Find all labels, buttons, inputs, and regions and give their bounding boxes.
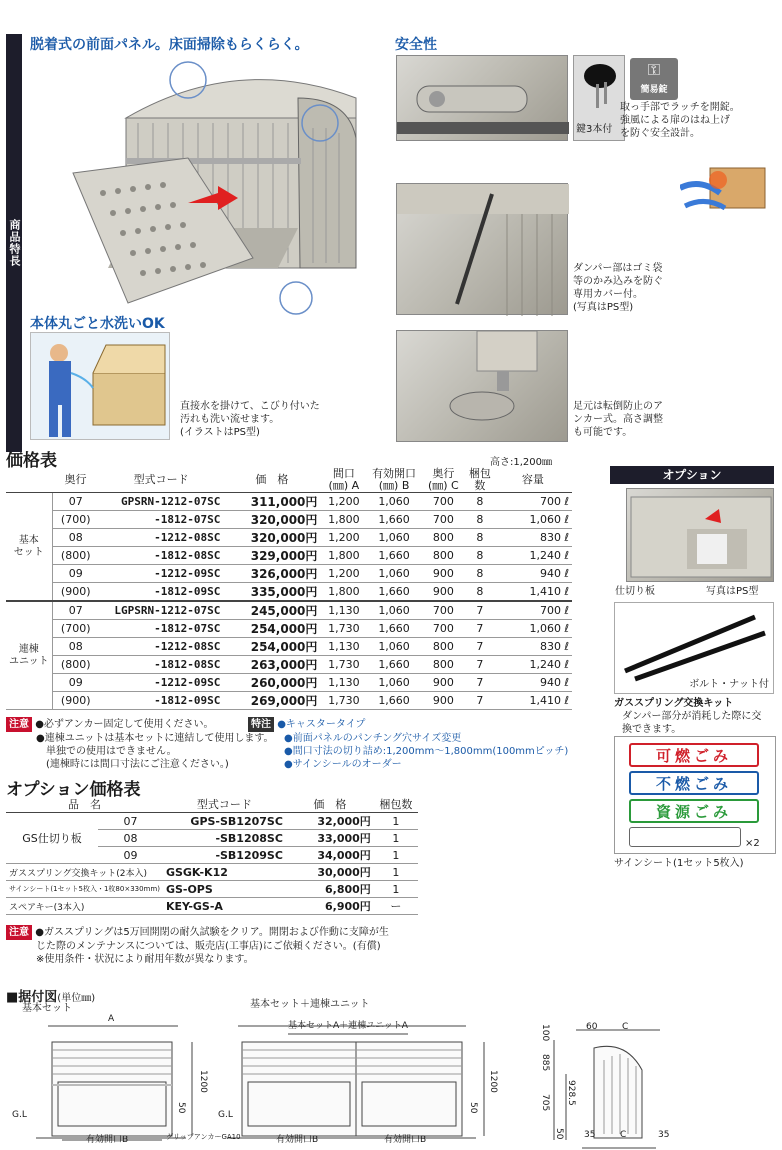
pack-cell: 8 bbox=[466, 565, 494, 583]
opening-b-cell: 1,060 bbox=[367, 529, 421, 547]
price-row bbox=[6, 565, 572, 583]
price-title: 価格表 bbox=[6, 451, 57, 471]
option-row: スペアキー(3本入) KEY-GS-A 6,900円 ー bbox=[6, 898, 418, 915]
pack-cell: 7 bbox=[466, 601, 494, 620]
drawing-title: ■据付図(単位㎜) bbox=[6, 990, 96, 1005]
price-cell: 320,000円 bbox=[223, 529, 320, 547]
price-cell: 326,000円 bbox=[223, 565, 320, 583]
price-cell: 335,000円 bbox=[223, 583, 320, 602]
key-icon: ⚿ bbox=[647, 60, 661, 79]
easy-lock-badge: ⚿ 簡易錠 bbox=[630, 58, 678, 100]
price-row bbox=[6, 547, 572, 565]
drawing-basic-label: 基本セット bbox=[22, 1003, 72, 1014]
feature-side-label: 商品特長 bbox=[6, 34, 22, 452]
code-cell: GPSRN-1212-07SC bbox=[99, 493, 224, 511]
eff-b-combined-2: 有効開口B bbox=[384, 1135, 427, 1145]
price-group-label: 基本 セット bbox=[6, 493, 52, 602]
option-row: 09 -SB1209SC 34,000円 1 bbox=[6, 847, 418, 864]
wind-illustration bbox=[680, 148, 770, 224]
divider-photo bbox=[626, 488, 774, 582]
capacity-cell: 1,060 ℓ bbox=[494, 620, 572, 638]
price-group-label: 連棟 ユニット bbox=[6, 601, 52, 710]
dim-a-basic: A bbox=[108, 1014, 115, 1024]
pack-cell: 7 bbox=[466, 656, 494, 674]
pack-cell: 7 bbox=[466, 692, 494, 710]
depth-c-cell: 800 bbox=[421, 656, 466, 674]
wash-text: 直接水を掛けて、こびり付いた 汚れも洗い流せます。 (イラストはPS型) bbox=[180, 401, 320, 438]
price-row bbox=[6, 511, 572, 529]
code-cell: -1212-09SC bbox=[99, 674, 224, 692]
dim-1200-basic: 1200 bbox=[198, 1070, 208, 1093]
depth-cell: (900) bbox=[52, 583, 99, 602]
installation-drawing bbox=[6, 1010, 782, 1150]
depth-cell: 09 bbox=[52, 565, 99, 583]
dim-885: 885 bbox=[540, 1054, 550, 1072]
opening-a-cell: 1,130 bbox=[320, 638, 367, 656]
key-photo bbox=[573, 55, 625, 141]
depth-c-cell: 900 bbox=[421, 692, 466, 710]
depth-cell: (900) bbox=[52, 692, 99, 710]
gas-spring-photo bbox=[614, 602, 774, 694]
feature-title-safety: 安全性 bbox=[395, 37, 437, 53]
price-row bbox=[6, 583, 572, 602]
capacity-cell: 830 ℓ bbox=[494, 638, 572, 656]
code-cell: -1812-07SC bbox=[99, 511, 224, 529]
depth-c-cell: 700 bbox=[421, 620, 466, 638]
opening-a-cell: 1,130 bbox=[320, 674, 367, 692]
option-row: ガススプリング交換キット(2本入) GSGK-K12 30,000円 1 bbox=[6, 864, 418, 881]
code-cell: -1212-08SC bbox=[99, 638, 224, 656]
depth-cell: 08 bbox=[52, 529, 99, 547]
depth-cell: (800) bbox=[52, 547, 99, 565]
pack-cell: 8 bbox=[466, 529, 494, 547]
price-row bbox=[6, 638, 572, 656]
depth-c-cell: 800 bbox=[421, 547, 466, 565]
gl-label-1: G.L bbox=[12, 1110, 27, 1120]
depth-c-cell: 700 bbox=[421, 601, 466, 620]
wash-title: 本体丸ごと水洗いOK bbox=[30, 316, 165, 332]
price-row bbox=[6, 601, 572, 620]
capacity-cell: 940 ℓ bbox=[494, 674, 572, 692]
depth-c-cell: 900 bbox=[421, 565, 466, 583]
dim-50-side: 50 bbox=[554, 1128, 564, 1140]
gas-spring-notes: 注意 ●ガススプリングは5万回開閉の耐久試験をクリア。開閉および作動に支障が生 じた際のメンテナンスについては、販売店(工事店)にご依頼ください。(有償) ※使用条件・状況により耐用年数が異なります。 bbox=[6, 925, 446, 966]
sign-caption: サインシート(1セット5枚入) bbox=[614, 858, 744, 869]
capacity-cell: 940 ℓ bbox=[494, 565, 572, 583]
dim-c-top: C bbox=[622, 1022, 629, 1032]
option-header: オプション bbox=[610, 466, 774, 484]
depth-cell: 07 bbox=[52, 493, 99, 511]
damper-text: ダンパー部はゴミ袋 等のかみ込みを防ぐ 専用カバー付。 (写真はPS型) bbox=[573, 263, 663, 313]
sign-sheet-box bbox=[614, 736, 776, 854]
price-cell: 320,000円 bbox=[223, 511, 320, 529]
capacity-cell: 1,410 ℓ bbox=[494, 692, 572, 710]
capacity-cell: 700 ℓ bbox=[494, 493, 572, 511]
opening-a-cell: 1,130 bbox=[320, 601, 367, 620]
caution-tag-2: 注意 bbox=[6, 925, 32, 940]
dim-50-basic: 50 bbox=[176, 1102, 186, 1114]
code-cell: -1812-08SC bbox=[99, 656, 224, 674]
price-cell: 245,000円 bbox=[223, 601, 320, 620]
gas-spring-title: ガススプリング交換キット bbox=[614, 698, 734, 709]
opening-b-cell: 1,060 bbox=[367, 638, 421, 656]
opening-b-cell: 1,060 bbox=[367, 674, 421, 692]
opening-a-cell: 1,730 bbox=[320, 656, 367, 674]
special-tag: 特注 bbox=[248, 717, 274, 732]
pack-cell: 7 bbox=[466, 674, 494, 692]
foot-text: 足元は転倒防止のア ンカー式。高さ調整 も可能です。 bbox=[573, 401, 663, 438]
eff-b-combined-1: 有効開口B bbox=[276, 1135, 319, 1145]
caution-notes: 注意 ●必ずアンカー固定して使用ください。 ●連棟ユニットは基本セットに連結して使用します。 単独での使用はできません。 (連棟時には間口寸法にご注意ください。) bbox=[6, 717, 276, 771]
sign-burnable: 可燃ごみ bbox=[629, 743, 759, 767]
price-cell: 269,000円 bbox=[223, 692, 320, 710]
opening-b-cell: 1,660 bbox=[367, 692, 421, 710]
gl-label-2: G.L bbox=[218, 1110, 233, 1120]
bolt-label: ボルト・ナット付 bbox=[689, 679, 769, 690]
price-row bbox=[6, 620, 572, 638]
option-price-title: オプション価格表 bbox=[6, 780, 141, 800]
depth-cell: (700) bbox=[52, 511, 99, 529]
depth-cell: (800) bbox=[52, 656, 99, 674]
capacity-cell: 1,060 ℓ bbox=[494, 511, 572, 529]
price-row bbox=[6, 674, 572, 692]
dim-35-left: 35 bbox=[584, 1130, 596, 1140]
sign-resource: 資源ごみ bbox=[629, 799, 759, 823]
opening-a-cell: 1,800 bbox=[320, 511, 367, 529]
pack-cell: 8 bbox=[466, 583, 494, 602]
option-row: GS仕切り板 07 GPS-SB1207SC 32,000円 1 bbox=[6, 813, 418, 830]
dim-c-bottom: C bbox=[620, 1130, 627, 1140]
opening-b-cell: 1,660 bbox=[367, 620, 421, 638]
opening-b-cell: 1,060 bbox=[367, 565, 421, 583]
wash-illustration bbox=[30, 332, 170, 440]
eff-b-basic: 有効開口B bbox=[86, 1135, 129, 1145]
capacity-cell: 1,410 ℓ bbox=[494, 583, 572, 602]
dim-50-combined: 50 bbox=[468, 1102, 478, 1114]
depth-cell: 08 bbox=[52, 638, 99, 656]
price-cell: 329,000円 bbox=[223, 547, 320, 565]
code-cell: -1812-09SC bbox=[99, 583, 224, 602]
dim-705: 705 bbox=[540, 1094, 550, 1112]
depth-c-cell: 700 bbox=[421, 511, 466, 529]
opening-a-cell: 1,800 bbox=[320, 547, 367, 565]
opening-b-cell: 1,660 bbox=[367, 583, 421, 602]
sign-nonburnable: 不燃ごみ bbox=[629, 771, 759, 795]
dim-1200-combined: 1200 bbox=[488, 1070, 498, 1093]
capacity-cell: 700 ℓ bbox=[494, 601, 572, 620]
dim-100: 100 bbox=[540, 1024, 550, 1042]
depth-c-cell: 900 bbox=[421, 583, 466, 602]
capacity-cell: 1,240 ℓ bbox=[494, 547, 572, 565]
opening-b-cell: 1,660 bbox=[367, 656, 421, 674]
option-row: 08 -SB1208SC 33,000円 1 bbox=[6, 830, 418, 847]
product-image bbox=[68, 58, 368, 320]
opening-a-cell: 1,200 bbox=[320, 529, 367, 547]
depth-c-cell: 800 bbox=[421, 529, 466, 547]
depth-cell: 09 bbox=[52, 674, 99, 692]
capacity-cell: 830 ℓ bbox=[494, 529, 572, 547]
code-cell: -1812-09SC bbox=[99, 692, 224, 710]
anchor-label: グリップアンカーGA10 bbox=[166, 1133, 241, 1141]
depth-cell: (700) bbox=[52, 620, 99, 638]
option-row: サインシート(1セット5枚入・1枚80×330mm) GS-OPS 6,800円 1 bbox=[6, 881, 418, 898]
dim-60: 60 bbox=[586, 1022, 598, 1032]
price-table: 奥行 型式コード 価 格 間口 (㎜) A 有効開口 (㎜) B 奥行 (㎜) C 梱包 数 容量 基本 セット 07 GPSRN-1212-07SC 311,000円 1,200 1,060 700 8 700 ℓ (700) -1812-07SC 320,000円 1,800 1,660 700 8 1,060 ℓ 08 -1212-08SC 320,000円 1,200 1,060 800 8 830 ℓ (800) -1812-08SC 329,000円 1,800 1,660 800 8 1,240 ℓ 09 -1212-09SC 326,000円 1,200 1,060 900 8 940 ℓ (900) -1812-09SC 335,000円 1,800 1,660 900 8 1,410 ℓ 連棟 ユニット 07 LGPSRN-1212-07SC 245,000円 1,130 1,060 700 7 700 ℓ (700) -1812-07SC 254,000円 1,730 1,660 700 7 1,060 ℓ 08 -1212-08SC 254,000円 1,130 1,060 800 7 830 ℓ (800) -1812-08SC 263,000円 1,730 1,660 800 7 1,240 ℓ 09 -1212-09SC 260,000円 1,130 1,060 900 7 940 ℓ (900) -1812-09SC 269,000円 1,730 1,660 900 7 1,410 ℓ bbox=[6, 468, 572, 710]
code-cell: LGPSRN-1212-07SC bbox=[99, 601, 224, 620]
price-cell: 260,000円 bbox=[223, 674, 320, 692]
depth-c-cell: 800 bbox=[421, 638, 466, 656]
opening-a-cell: 1,730 bbox=[320, 692, 367, 710]
price-cell: 254,000円 bbox=[223, 638, 320, 656]
option-price-table: 品 名 型式コード 価 格 梱包数 GS仕切り板 07 GPS-SB1207SC 32,000円 1 08 -SB1208SC 33,000円 1 09 -SB1209SC 34,000円 1 ガススプリング交換キット(2本入) GSGK-K12 30,000円 1 サインシート(1セット5枚入・1枚80×330mm) GS-OPS 6,800円 1 スペアキー(3本入) KEY-GS-A 6,900円 ー bbox=[6, 796, 418, 915]
divider-label: 仕切り板 bbox=[615, 586, 655, 597]
price-cell: 263,000円 bbox=[223, 656, 320, 674]
sign-times: ×2 bbox=[745, 838, 760, 849]
depth-c-cell: 700 bbox=[421, 493, 466, 511]
pack-cell: 8 bbox=[466, 547, 494, 565]
code-cell: -1812-08SC bbox=[99, 547, 224, 565]
capacity-cell: 1,240 ℓ bbox=[494, 656, 572, 674]
opening-a-cell: 1,200 bbox=[320, 565, 367, 583]
price-cell: 254,000円 bbox=[223, 620, 320, 638]
drawing-combined-label: 基本セット＋連棟ユニット bbox=[250, 999, 370, 1010]
code-cell: -1212-08SC bbox=[99, 529, 224, 547]
dim-35-right: 35 bbox=[658, 1130, 670, 1140]
photo-note: 写真はPS型 bbox=[706, 586, 759, 597]
opening-a-cell: 1,800 bbox=[320, 583, 367, 602]
price-row bbox=[6, 656, 572, 674]
gas-spring-text: ダンパー部分が消耗した際に交 換できます。 bbox=[622, 711, 762, 735]
opening-a-cell: 1,200 bbox=[320, 493, 367, 511]
key-label: 鍵3本付 bbox=[576, 124, 613, 135]
special-order-notes: 特注 ●キャスタータイプ ●前面パネルのパンチング穴サイズ変更 ●間口寸法の切り詰め:1,200mm～1,800mm(100mmピッチ) ●サインシールのオーダー bbox=[248, 717, 608, 771]
height-note: 高さ:1,200㎜ bbox=[490, 457, 552, 468]
dim-928: 928.5 bbox=[566, 1080, 576, 1106]
pack-cell: 8 bbox=[466, 511, 494, 529]
opening-b-cell: 1,060 bbox=[367, 493, 421, 511]
price-row bbox=[6, 529, 572, 547]
opening-b-cell: 1,060 bbox=[367, 601, 421, 620]
price-row bbox=[6, 692, 572, 710]
price-cell: 311,000円 bbox=[223, 493, 320, 511]
dim-span-label: 基本セットA＋連棟ユニットA bbox=[288, 1021, 408, 1031]
code-cell: -1812-07SC bbox=[99, 620, 224, 638]
depth-c-cell: 900 bbox=[421, 674, 466, 692]
opening-b-cell: 1,660 bbox=[367, 547, 421, 565]
pack-cell: 7 bbox=[466, 638, 494, 656]
price-row bbox=[6, 493, 572, 511]
sign-blank bbox=[629, 827, 741, 847]
depth-cell: 07 bbox=[52, 601, 99, 620]
pack-cell: 8 bbox=[466, 493, 494, 511]
safety-text: 取っ手部でラッチを開錠。 強風による扉のはね上げ を防ぐ安全設計。 bbox=[620, 102, 740, 139]
feature-title-panel: 脱着式の前面パネル。床面掃除もらくらく。 bbox=[30, 37, 309, 53]
opening-b-cell: 1,660 bbox=[367, 511, 421, 529]
foot-photo bbox=[396, 330, 568, 442]
pack-cell: 7 bbox=[466, 620, 494, 638]
opening-a-cell: 1,730 bbox=[320, 620, 367, 638]
code-cell: -1212-09SC bbox=[99, 565, 224, 583]
caution-tag: 注意 bbox=[6, 717, 32, 732]
damper-photo bbox=[396, 183, 568, 315]
latch-photo bbox=[396, 55, 568, 141]
